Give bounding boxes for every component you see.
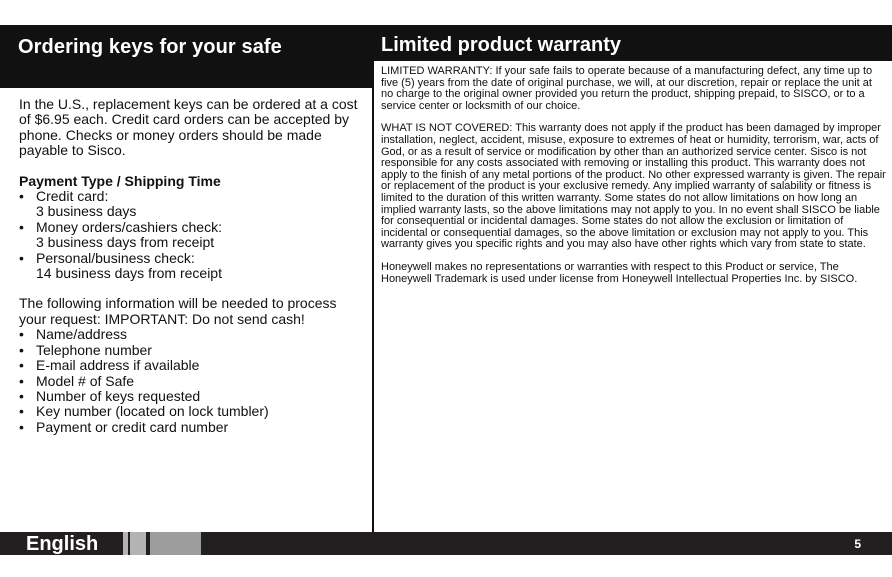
bullet-glyph: •	[19, 372, 24, 389]
list-item	[19, 374, 364, 389]
not-covered-paragraph: WHAT IS NOT COVERED: This warranty does not apply if the product has been damaged by improper installation, neglect, accident, misuse, exposure to extremes of heat or humidity, terrorism, war, acts of God, or as a result of service or modification by other than an authorized service center. Sisco is not responsible for any costs associated with removing or installing this product. This warranty does not apply to the finish of any metal portions of the product. No other expressed warranty is given. The repair or replacement of the product is your exclusive remedy. Any implied warranty of salability or fitness is limited to the duration of this written warranty. Some states do not allow limitations on how long an implied warranty lasts, so the above limitations may not apply to you. In no event shall SISCO be liable for consequential or incidental damages. Some states do not allow the exclusion or limitation of incidental or consequential damages, so the above limitation or exclusion may not apply to you. This warranty gives you specific rights and you may also have other rights which vary from state to state.	[381, 122, 886, 251]
bullet-glyph: •	[19, 403, 24, 420]
column-divider	[372, 25, 374, 532]
bullet-glyph: •	[19, 341, 24, 358]
payment-type: Credit card:	[36, 188, 109, 205]
left-section-header	[0, 25, 372, 88]
bullet-glyph: •	[19, 249, 24, 266]
required-info-list	[19, 327, 364, 435]
list-item-text: Payment or credit card number	[36, 418, 229, 435]
info-intro: The following information will be needed to process your request: IMPORTANT: Do not send cash!	[19, 295, 337, 327]
trademark-paragraph: Honeywell makes no representations or warranties with respect to this Product or service, The Honeywell Trademark is used under license from Honeywell Intellectual Properties Inc. by SISCO.	[381, 260, 858, 285]
bullet-glyph: •	[19, 387, 24, 404]
payment-item	[19, 251, 364, 282]
left-section-title: Ordering keys for your safe	[18, 36, 282, 58]
payment-type: Personal/business check:	[36, 249, 195, 266]
list-item-text: E-mail address if available	[36, 357, 200, 374]
list-item	[19, 327, 364, 342]
language-label: English	[26, 533, 99, 555]
limited-warranty-paragraph: LIMITED WARRANTY: If your safe fails to operate because of a manufacturing defect, any time up to five (5) years from the date of original purchase, we will, at our discretion, repair or replace the unit at no charge to the original owner provided you return the product, shipping prepaid, to SISCO, or to a service center or locksmith of our choice.	[381, 65, 873, 112]
payment-item	[19, 220, 364, 251]
footer-tab-marker	[150, 532, 201, 555]
list-item	[19, 420, 364, 435]
bullet-glyph: •	[19, 188, 24, 205]
bullet-glyph: •	[19, 326, 24, 343]
ordering-keys-content	[19, 97, 364, 435]
payment-list	[19, 189, 364, 281]
list-item-text: Key number (located on lock tumbler)	[36, 403, 269, 420]
right-section-title: Limited product warranty	[381, 34, 622, 56]
list-item	[19, 404, 364, 419]
list-item-text: Telephone number	[36, 341, 152, 358]
footer-tab-marker	[130, 532, 146, 555]
bullet-glyph: •	[19, 357, 24, 374]
shipping-time: 14 business days from receipt	[36, 265, 222, 282]
right-section-header	[374, 25, 892, 61]
list-item-text: Model # of Safe	[36, 372, 135, 389]
list-item	[19, 358, 364, 373]
footer-tab-marker	[123, 532, 128, 555]
shipping-time: 3 business days	[36, 203, 137, 220]
list-item	[19, 389, 364, 404]
bullet-glyph: •	[19, 418, 24, 435]
list-item-text: Name/address	[36, 326, 128, 343]
warranty-content	[381, 66, 887, 285]
payment-heading: Payment Type / Shipping Time	[19, 172, 221, 189]
list-item-text: Number of keys requested	[36, 387, 201, 404]
shipping-time: 3 business days from receipt	[36, 234, 215, 251]
payment-type: Money orders/cashiers check:	[36, 218, 222, 235]
page-footer	[0, 532, 892, 555]
bullet-glyph: •	[19, 218, 24, 235]
payment-item	[19, 189, 364, 220]
intro-paragraph: In the U.S., replacement keys can be ordered at a cost of $6.95 each. Credit card orders can be accepted by phone. Checks or money orders should be made payable to Sisco.	[19, 96, 358, 159]
list-item	[19, 343, 364, 358]
page-number: 5	[854, 537, 861, 551]
